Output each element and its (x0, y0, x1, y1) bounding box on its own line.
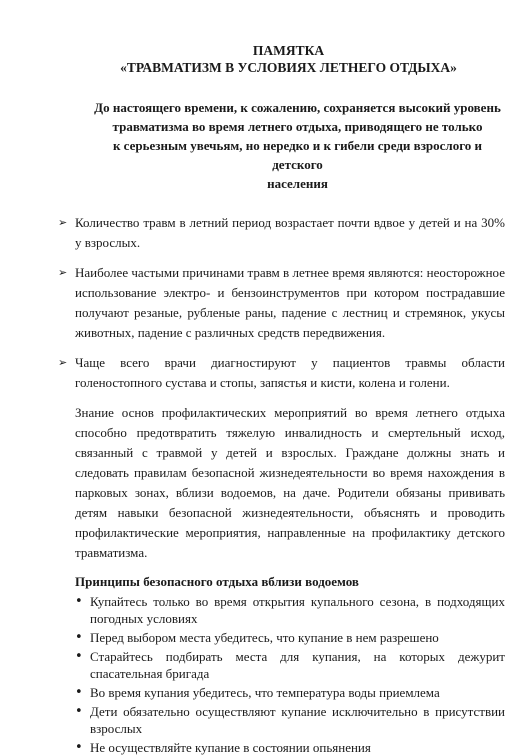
list-item (75, 593, 505, 627)
list-item (75, 629, 505, 646)
subtitle (60, 98, 505, 193)
section-heading: Принципы безопасного отдыха вблизи водоемов (75, 574, 359, 589)
list-item-text: Не осуществляйте купание в состоянии опьянения (90, 740, 371, 755)
bullet-dot-icon: • (75, 630, 83, 645)
list-item-text: Чаще всего врачи диагностируют у пациентов травмы области голеностопного сустава и стопы, запястья и кисти, колена и голени. (75, 355, 505, 390)
list-item (75, 648, 505, 682)
list-item-text: Во время купания убедитесь, что температура воды приемлема (90, 685, 440, 700)
list-item-text: Старайтесь подбирать места для купания, на которых дежурит спасательная бригада (90, 649, 505, 681)
list-item-text: Наиболее частыми причинами травм в летнее время являются: неосторожное использование электро- и бензоинструментов при котором пострадавшие получают резаные, рубленые раны, падение с лестниц и стремянок, укусы животных, падение с различных средств передвижения. (75, 265, 505, 340)
list-item (60, 263, 505, 343)
list-item (75, 684, 505, 701)
list-item-text: Дети обязательно осуществляют купание исключительно в присутствии взрослых (90, 704, 505, 736)
arrow-bullet-icon: ➢ (58, 216, 68, 229)
statistics-list (60, 213, 505, 393)
bullet-dot-icon: • (75, 649, 83, 664)
subtitle-line: травматизма во время летнего отдыха, приводящего не только (112, 119, 483, 134)
subtitle-line: До настоящего времени, к сожалению, сохраняется высокий уровень (94, 100, 501, 115)
list-item-text: Купайтесь только во время открытия купального сезона, в подходящих погодных условиях (90, 594, 505, 626)
list-item (60, 213, 505, 253)
bullet-dot-icon: • (75, 685, 83, 700)
bullet-dot-icon: • (75, 740, 83, 755)
bullet-dot-icon: • (75, 704, 83, 719)
body-paragraph: Знание основ профилактических мероприятий во время летнего отдыха способно предотвратить тяжелую инвалидность и смертельный исход, связанный с травмой у детей и взрослых. Граждане должны знать и следовать правилам безопасной жизнедеятельности во время нахождения в парковых зонах, вблизи водоемов, на даче. Родители обязаны прививать детям навыки безопасной жизнедеятельности, объяснять и проводить профилактические мероприятия, направленные на профилактику детского травматизма. (75, 405, 505, 560)
list-item (75, 739, 505, 756)
list-item-text: Перед выбором места убедитесь, что купание в нем разрешено (90, 630, 439, 645)
subtitle-line: к серьезным увечьям, но нередко и к гибели среди взрослого и детского (112, 138, 483, 172)
list-item (60, 353, 505, 393)
water-safety-rules-list (60, 593, 505, 756)
arrow-bullet-icon: ➢ (58, 266, 68, 279)
list-item-text: Количество травм в летний период возрастает почти вдвое у детей и на 30% у взрослых. (75, 215, 505, 250)
subtitle-line: населения (267, 176, 328, 191)
arrow-bullet-icon: ➢ (58, 356, 68, 369)
list-item (75, 703, 505, 737)
title-line-2: «ТРАВМАТИЗМ В УСЛОВИЯХ ЛЕТНЕГО ОТДЫХА» (120, 60, 457, 75)
title-line-1: ПАМЯТКА (252, 43, 325, 58)
bullet-dot-icon: • (75, 594, 83, 609)
